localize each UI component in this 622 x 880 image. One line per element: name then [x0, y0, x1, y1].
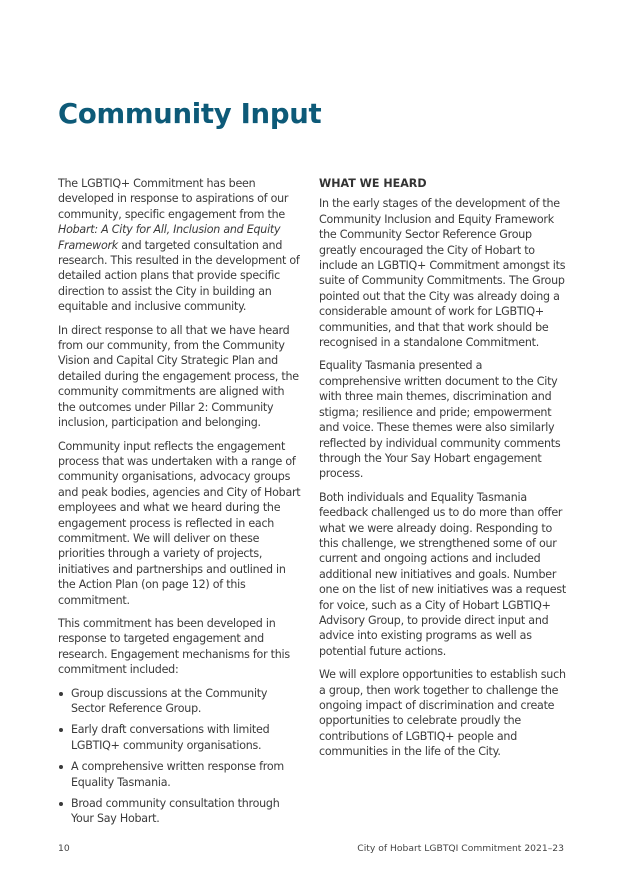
right-column — [319, 176, 567, 768]
list-item: Early draft conversations with limited LGBTIQ+ community organisations. — [58, 722, 304, 753]
page-title: Community Input — [58, 98, 322, 130]
list-item: Group discussions at the Community Sector Reference Group. — [58, 686, 304, 717]
community-input-paragraph: Community input reflects the engagement process that was undertaken with a range of community organisations, advocacy groups and peak bodies, agencies and City of Hobart employees and what we heard during the engagement process is reflected in each commitment. We will deliver on these priorities through a variety of projects, initiatives and partnerships and outlined in the Action Plan (on page 12) of this commitment. — [58, 439, 301, 607]
page-number: 10 — [58, 843, 70, 854]
intro-text-start: The LGBTIQ+ Commitment has been developed in response to aspirations of our community, specific engagement from the — [58, 177, 289, 221]
intro-paragraph — [58, 176, 304, 315]
engagement-mechanisms-paragraph: This commitment has been developed in response to targeted engagement and research. Engagement mechanisms for this commitment included: — [58, 616, 290, 677]
framework-title: Hobart: A City for All, Inclusion and Equity Framework — [58, 223, 281, 252]
list-item: A comprehensive written response from Equality Tasmania. — [58, 759, 304, 790]
direct-response-paragraph: In direct response to all that we have heard from our community, from the Community Vision and Capital City Strategic Plan and detailed during the engagement process, the community commitments are aligned with the outcomes under Pillar 2: Community inclusion, participation and belonging. — [58, 323, 299, 430]
feedback-paragraph: Both individuals and Equality Tasmania feedback challenged us to do more than offer what we were already doing. Responding to this challenge, we strengthened some of our current and ongoing actions and included additional new initiatives and goals. Number one on the list of new initiatives was a request for voice, such as a City of Hobart LGBTIQ+ Advisory Group, to provide direct input and advice into existing programs as well as potential future actions. — [319, 490, 566, 658]
early-stages-paragraph: In the early stages of the development of the Community Inclusion and Equity Framework the Community Sector Reference Group greatly encouraged the City of Hobart to include an LGBTIQ+ Commitment amongst its suite of Community Commitments. The Group pointed out that the City was already doing a considerable amount of work for LGBTIQ+ communities, and that that work should be recognised in a standalone Commitment. — [319, 197, 566, 350]
left-column — [58, 176, 304, 833]
engagement-mechanisms-list — [58, 686, 304, 827]
what-we-heard-heading: WHAT WE HEARD — [319, 177, 427, 190]
equality-tasmania-paragraph: Equality Tasmania presented a comprehensive written document to the City with three main themes, discrimination and stigma; resilience and pride; empowerment and voice. These themes were also similarly reflected by individual community comments through the Your Say Hobart engagement process. — [319, 359, 561, 481]
intro-text-end: and targeted consultation and research. This resulted in the development of detailed action plans that provide specific direction to assist the City in building an equitable and inclusive community. — [58, 238, 300, 314]
document-title-footer: City of Hobart LGBTQI Commitment 2021–23 — [357, 843, 564, 854]
list-item: Broad community consultation through Your Say Hobart. — [58, 796, 304, 827]
explore-opportunities-paragraph: We will explore opportunities to establish such a group, then work together to challenge the ongoing impact of discrimination and create opportunities to celebrate proudly the contributions of LGBTIQ+ people and communities in the life of the City. — [319, 668, 566, 759]
